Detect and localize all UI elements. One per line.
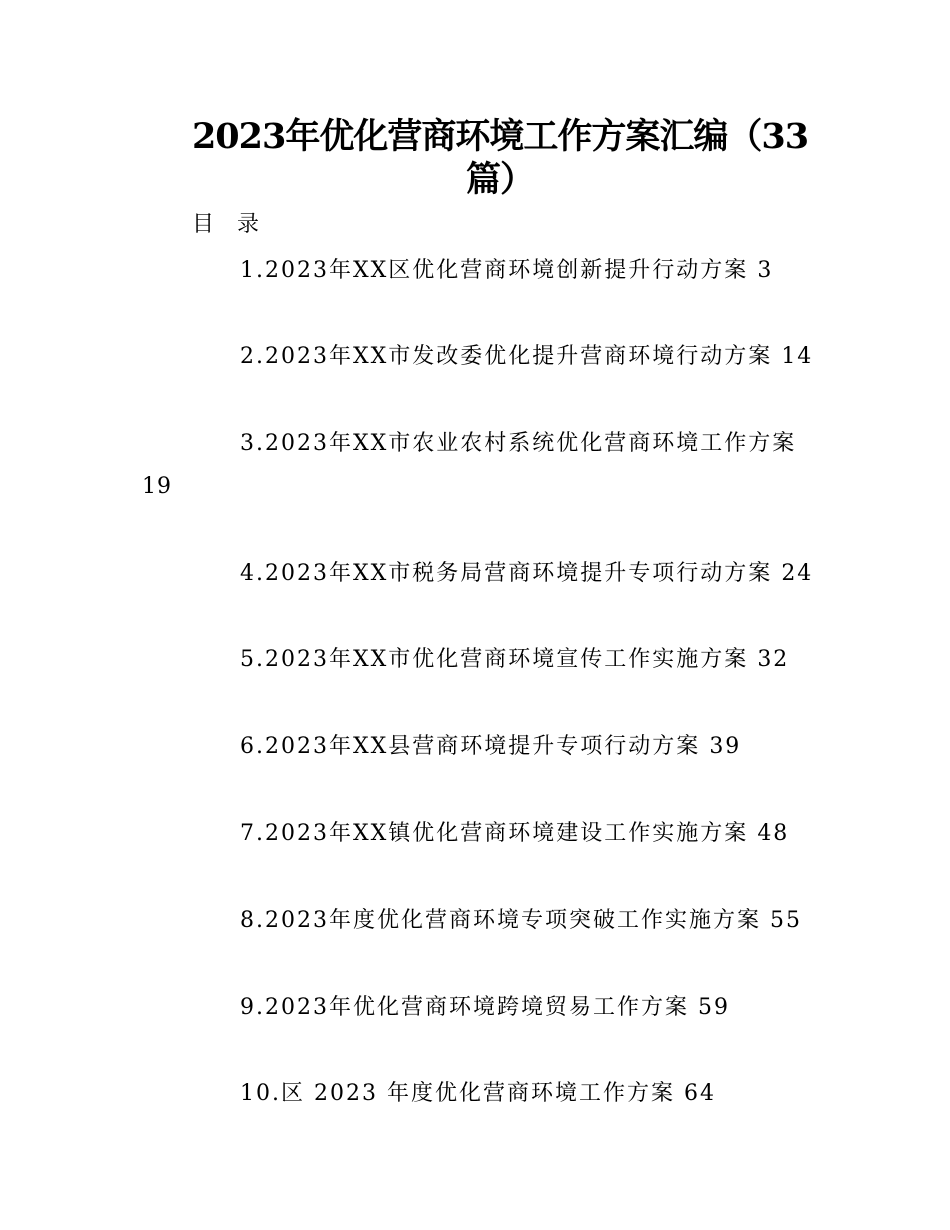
toc-entry-page: 3 <box>757 258 774 283</box>
toc-entry-page: 19 <box>142 474 172 499</box>
toc-entry-page: 39 <box>709 734 742 759</box>
toc-entry-label: 2.2023年XX市发改委优化提升营商环境行动方案 <box>240 344 773 369</box>
toc-entry-label: 5.2023年XX市优化营商环境宣传工作实施方案 <box>240 647 749 672</box>
toc-entry-10[interactable] <box>240 1080 716 1108</box>
toc-entry-label: 8.2023年度优化营商环境专项突破工作实施方案 <box>240 908 761 933</box>
toc-entry-label: 4.2023年XX市税务局营商环境提升专项行动方案 <box>240 561 773 586</box>
toc-entry-page: 55 <box>769 908 802 933</box>
toc-entry-7[interactable] <box>240 820 789 848</box>
toc-entry-8[interactable] <box>240 907 802 935</box>
toc-entry-page: 48 <box>757 821 790 846</box>
toc-entry-page: 14 <box>781 344 814 369</box>
toc-entry-page: 24 <box>781 561 814 586</box>
toc-entry-label: 3.2023年XX市农业农村系统优化营商环境工作方案 <box>240 431 797 456</box>
toc-entry-3-page[interactable] <box>142 473 172 501</box>
toc-entry-1[interactable] <box>240 257 773 285</box>
toc-entry-9[interactable] <box>240 994 730 1022</box>
toc-entry-page: 32 <box>757 647 790 672</box>
toc-entry-label: 9.2023年优化营商环境跨境贸易工作方案 <box>240 995 689 1020</box>
toc-entry-6[interactable] <box>240 733 741 761</box>
toc-entry-4[interactable] <box>240 560 813 588</box>
toc-entry-label: 6.2023年XX县营商环境提升专项行动方案 <box>240 734 701 759</box>
toc-entry-page: 59 <box>697 995 730 1020</box>
toc-entry-5[interactable] <box>240 646 789 674</box>
toc-entry-label: 10.区 2023 年度优化营商环境工作方案 <box>240 1081 675 1106</box>
toc-heading: 目 录 <box>192 212 267 237</box>
toc-entry-2[interactable] <box>240 343 813 371</box>
document-title-line-2: 篇） <box>465 159 534 200</box>
toc-entry-page: 64 <box>683 1081 716 1106</box>
toc-entry-label: 7.2023年XX镇优化营商环境建设工作实施方案 <box>240 821 749 846</box>
toc-entry-label: 1.2023年XX区优化营商环境创新提升行动方案 <box>240 258 749 283</box>
document-title-line-1: 2023年优化营商环境工作方案汇编（33 <box>191 116 809 157</box>
toc-entry-3[interactable] <box>240 430 796 458</box>
